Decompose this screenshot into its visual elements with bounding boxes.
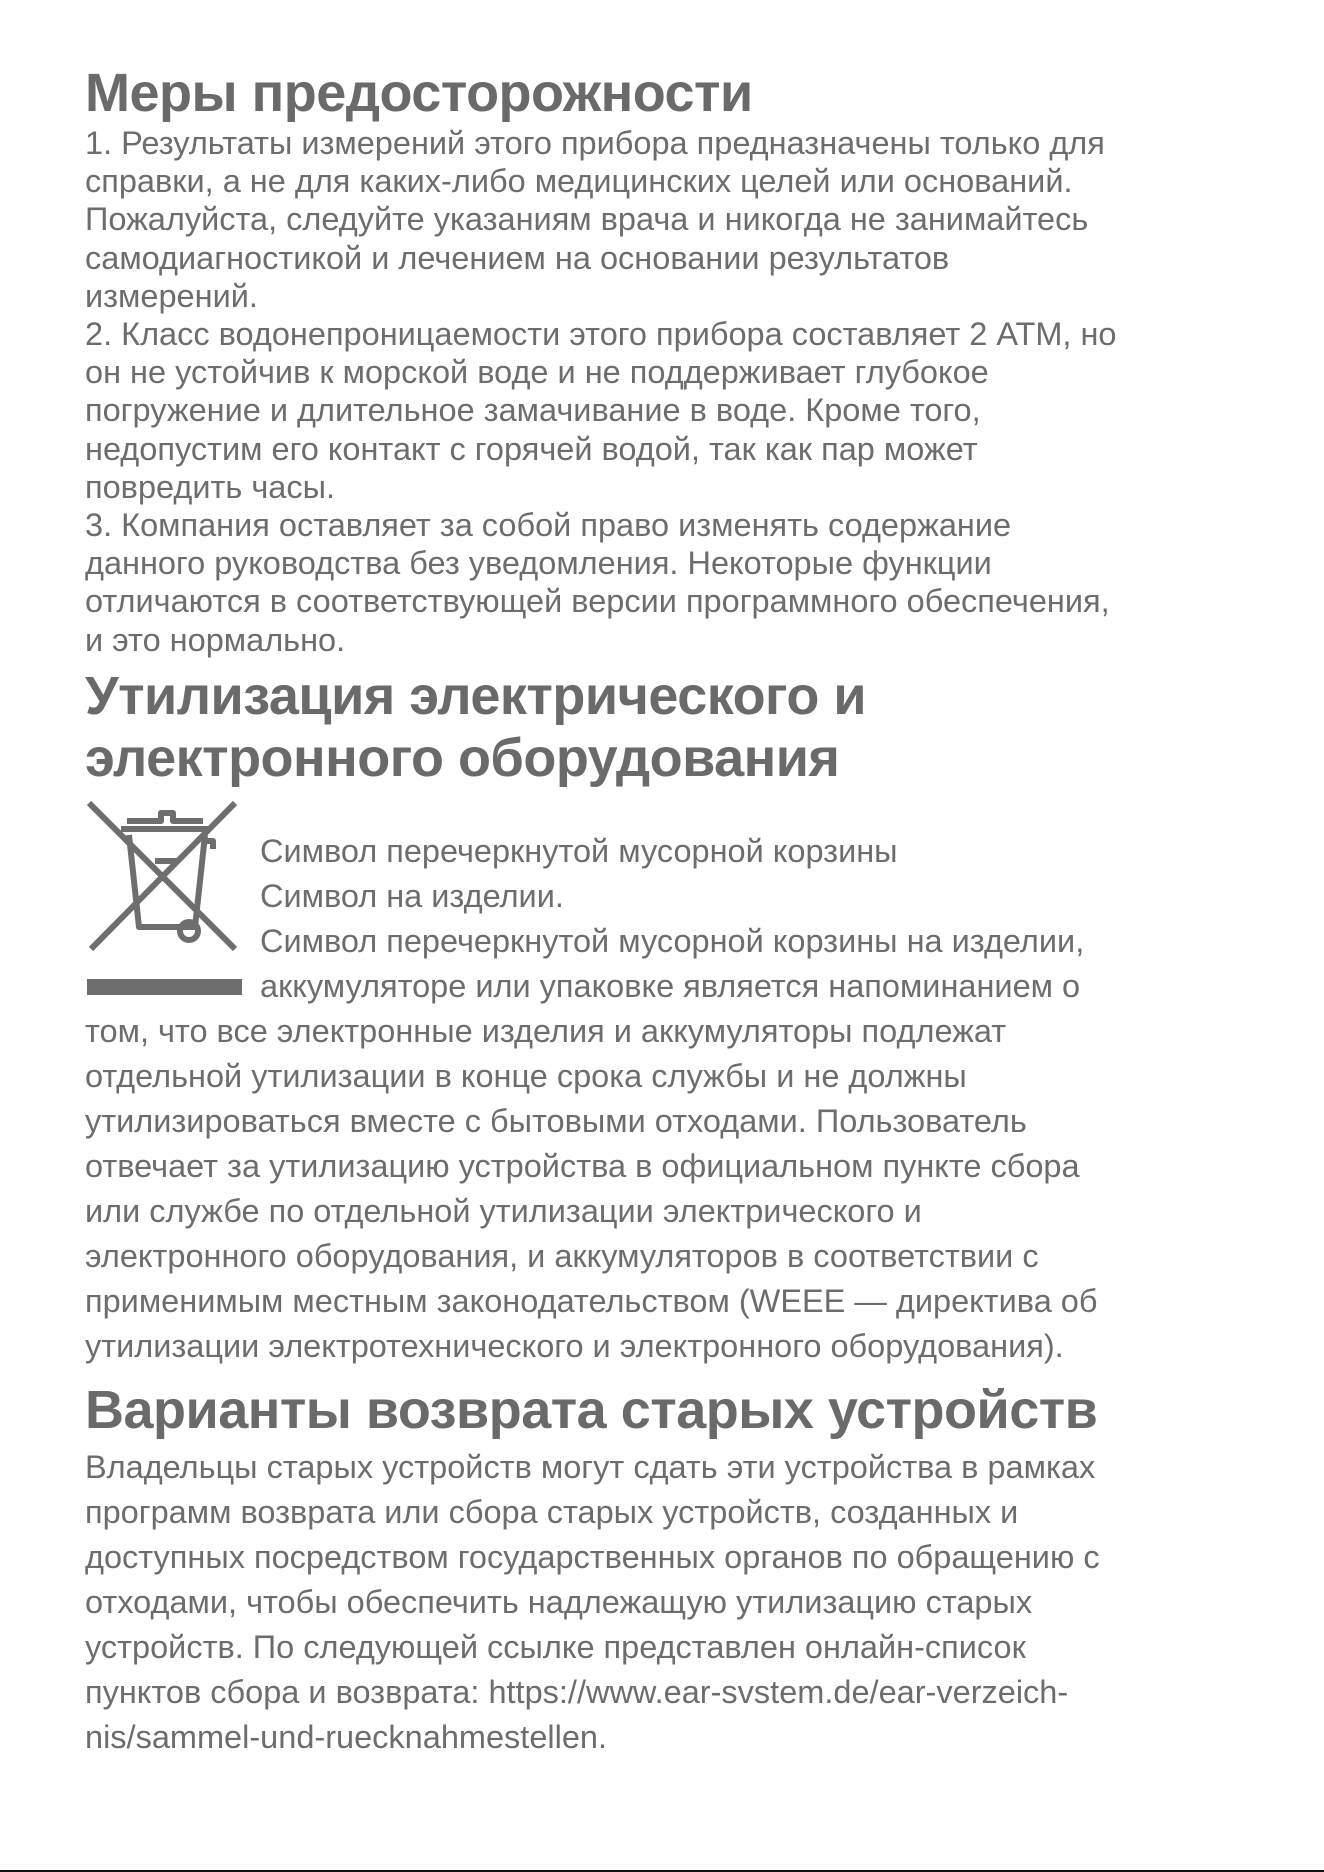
return-options-heading: Варианты возврата старых устройств [85, 1379, 1098, 1440]
return-options-text: Владельцы старых устройств могут сдать эти устройства в рамках программ возврата или сбора старых устройств, созданных и доступных посредством государственных органов по обращению с отходами, чтобы обеспечить надлежащую утилизацию старых устройств. По следующей ссылке представлен онлайн-список пунктов сбора и возврата: https://www.ear-svstem.de/ear-verzeich- nis/sammel-und-ruecknahmestellen. [85, 1448, 1100, 1755]
crossed-out-wheelie-bin-icon [85, 799, 245, 999]
disposal-heading: Утилизация электрического и электронного оборудования [85, 665, 867, 788]
weee-body-text: том, что все электронные изделия и аккумуляторы подлежат отдельной утилизации в конце срока службы и не должны утилизироваться вместе с бытовыми отходами. Пользователь отвечает за утилизацию устройства в официальном пункте сбора или службе по отдельной утилизации электрического и электронного оборудования, и аккумуляторов в соответствии с применимым местным законодательством (WEEE — директива об утилизации электротехнического и электронного оборудования). [85, 1012, 1098, 1364]
weee-symbol-text: Символ перечеркнутой мусорной корзины Символ на изделии. Символ перечеркнутой мусорной корзины на изделии, аккумуляторе или упаковке является напоминанием о [260, 832, 1085, 1004]
precautions-text: 1. Результаты измерений этого прибора предназначены только для справки, а не для каких-либо медицинских целей или оснований. Пожалуйста, следуйте указаниям врача и никогда не занимайтесь самодиагностикой и лечением на основании результатов измерений. 2. Класс водонепроницаемости этого прибора составляет 2 АТМ, но он не устойчив к морской воде и не поддерживает глубокое погружение и длительное замачивание в воде. Кроме того, недопустим его контакт с горячей водой, так как пар может повредить часы. 3. Компания оставляет за собой право изменять содержание данного руководства без уведомления. Некоторые функции отличаются в соответствующей версии программного обеспечения, и это нормально. [85, 125, 1117, 658]
precautions-heading: Меры предосторожности [85, 63, 753, 123]
document-page [85, 62, 1250, 1760]
weee-block [85, 799, 1250, 1009]
